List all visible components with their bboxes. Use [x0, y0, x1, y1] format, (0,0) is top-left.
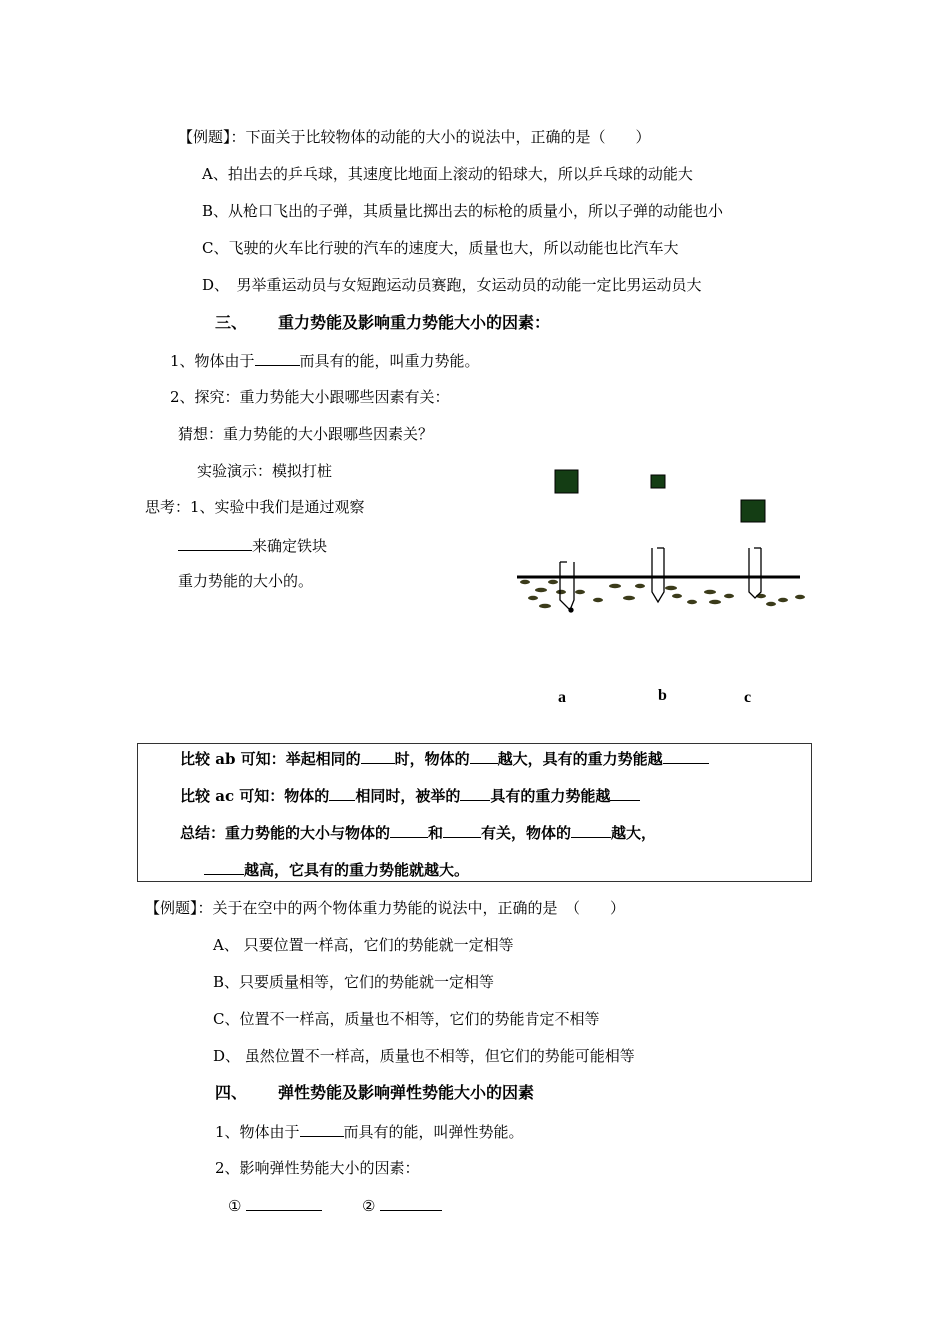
stake-b [652, 548, 664, 602]
section4-item2: 2、影响弹性势能大小的因素： [215, 1159, 420, 1177]
summary-line2 [180, 785, 640, 806]
blank [178, 535, 252, 551]
pile-driving-diagram [505, 460, 815, 710]
section4-item1 [215, 1121, 524, 1142]
think-line1: 思考：1、实验中我们是通过观察 [145, 498, 365, 516]
line2-a: 比较 ac 可知：物体的 [180, 787, 330, 805]
example1-option-a: A、拍出去的乒乓球，其速度比地面上滚动的铅球大，所以乒乓球的动能大 [202, 165, 693, 183]
example1-option-c: C、飞驶的火车比行驶的汽车的速度大，质量也大，所以动能也比汽车大 [202, 239, 679, 257]
line3-d: 越大， [611, 824, 657, 842]
iron-block-a [555, 470, 578, 493]
blank [204, 859, 244, 875]
line3-a: 总结：重力势能的大小与物体的 [180, 824, 391, 842]
summary-line4 [204, 859, 469, 880]
factor-1 [228, 1195, 322, 1216]
label-b: b [658, 687, 667, 704]
iron-block-b [651, 475, 665, 488]
blank [443, 822, 481, 838]
section3-item1 [170, 350, 480, 371]
label-a: a [558, 689, 566, 706]
factor-2-marker: ② [362, 1197, 376, 1215]
blank [255, 350, 300, 366]
factor-1-marker: ① [228, 1197, 242, 1215]
item1-prefix: 1、物体由于 [170, 352, 255, 370]
line1-a: 比较 ab 可知：举起相同的 [180, 750, 361, 768]
blank [246, 1195, 322, 1211]
blank [329, 785, 355, 801]
item1-suffix: 而具有的能，叫重力势能。 [299, 352, 480, 370]
example2-question: 【例题】：关于在空中的两个物体重力势能的说法中，正确的是 （ ） [145, 899, 626, 917]
example2-option-c: C、位置不一样高，质量也不相等，它们的势能肯定不相等 [213, 1010, 600, 1028]
section3-number: 三、 [215, 313, 248, 332]
summary-line1 [180, 748, 709, 769]
line4-text: 越高，它具有的重力势能就越大。 [244, 861, 470, 879]
think-line3: 重力势能的大小的。 [178, 572, 314, 590]
section3-item2: 2、探究：重力势能大小跟哪些因素有关： [170, 388, 450, 406]
section3-demo: 实验演示：模拟打桩 [197, 462, 333, 480]
think-line2-text: 来确定铁块 [252, 537, 328, 555]
blank [663, 748, 709, 764]
factor-2 [362, 1195, 442, 1216]
blank [361, 748, 395, 764]
line3-c: 有关，物体的 [481, 824, 572, 842]
s4-item1-prefix: 1、物体由于 [215, 1123, 300, 1141]
section3-title: 重力势能及影响重力势能大小的因素： [278, 313, 551, 332]
stake-c [749, 548, 761, 598]
summary-line3 [180, 822, 656, 843]
blank [390, 822, 428, 838]
line1-b: 时，物体的 [394, 750, 470, 768]
blank [470, 748, 498, 764]
example2-option-b: B、只要质量相等，它们的势能就一定相等 [213, 973, 495, 991]
s4-item1-suffix: 而具有的能，叫弹性势能。 [343, 1123, 524, 1141]
line1-c: 越大，具有的重力势能越 [497, 750, 663, 768]
section4-title: 弹性势能及影响弹性势能大小的因素 [278, 1083, 535, 1102]
label-c: c [744, 689, 752, 706]
example2-option-a: A、 只要位置一样高，它们的势能就一定相等 [213, 936, 514, 954]
line3-b: 和 [428, 824, 444, 842]
line2-c: 具有的重力势能越 [490, 787, 611, 805]
blank [460, 785, 490, 801]
example1-question: 【例题】：下面关于比较物体的动能的大小的说法中，正确的是（ ） [178, 128, 651, 146]
think-line2 [178, 535, 327, 556]
blank [380, 1195, 442, 1211]
section3-guess: 猜想：重力势能的大小跟哪些因素关？ [178, 425, 434, 443]
example1-option-b: B、从枪口飞出的子弹，其质量比掷出去的标枪的质量小，所以子弹的动能也小 [202, 202, 724, 220]
example1-option-d: D、 男举重运动员与女短跑运动员赛跑，女运动员的动能一定比男运动员大 [202, 276, 702, 294]
blank [610, 785, 640, 801]
iron-block-c [741, 500, 765, 522]
blank [571, 822, 611, 838]
section4-number: 四、 [215, 1083, 248, 1102]
example2-option-d: D、 虽然位置不一样高，质量也不相等，但它们的势能可能相等 [213, 1047, 635, 1065]
blank [300, 1121, 344, 1137]
stake-a [560, 562, 574, 612]
line2-b: 相同时，被举的 [355, 787, 461, 805]
